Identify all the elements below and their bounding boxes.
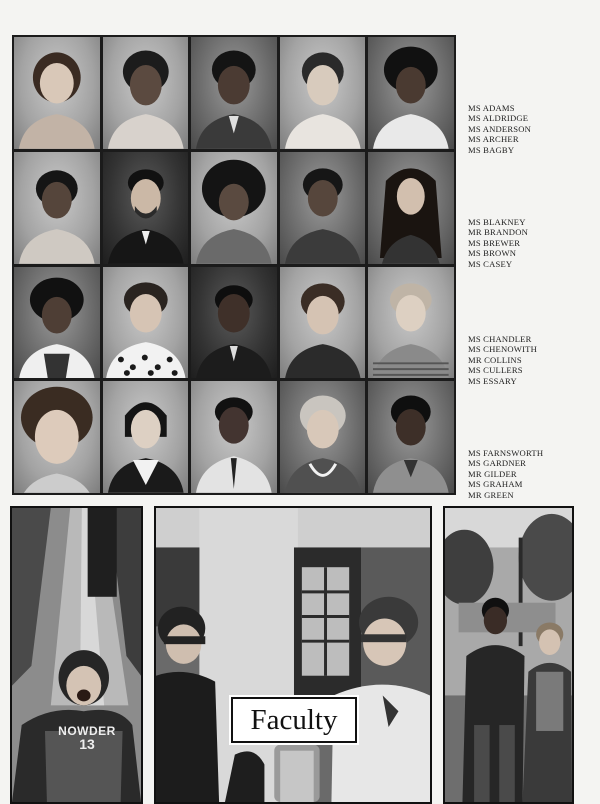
names-row-4 [468, 448, 598, 500]
name-label: MS BAGBY [468, 144, 515, 155]
name-label: MS GARDNER [468, 458, 527, 469]
portrait-ms-anderson [191, 37, 277, 149]
portrait-ms-graham [280, 381, 366, 493]
portrait-ms-gardner [103, 381, 189, 493]
portrait-ms-essary [368, 267, 454, 379]
candid-photo-teachers [154, 506, 432, 804]
name-label: MS CULLERS [468, 365, 523, 376]
name-label: MS BROWN [468, 248, 517, 259]
portrait-ms-bagby [368, 37, 454, 149]
portrait-mr-brandon [103, 152, 189, 264]
portrait-mr-green [368, 381, 454, 493]
name-label: MR GREEN [468, 489, 514, 500]
name-label: MS ADAMS [468, 103, 515, 113]
name-label: MS ALDRIDGE [468, 113, 529, 124]
portrait-ms-cullers [280, 267, 366, 379]
name-label: MR COLLINS [468, 354, 522, 365]
name-label: MS ARCHER [468, 134, 519, 145]
portrait-ms-farnsworth [14, 381, 100, 493]
names-row-3 [468, 334, 598, 386]
portrait-mr-gilder [191, 381, 277, 493]
name-label: MS BREWER [468, 237, 521, 248]
portrait-ms-archer [280, 37, 366, 149]
jersey-number: 13 [79, 736, 95, 752]
portrait-ms-blakney [14, 152, 100, 264]
portrait-ms-aldridge [103, 37, 189, 149]
portrait-ms-brewer [191, 152, 277, 264]
portrait-mr-collins [191, 267, 277, 379]
jersey-text: NOWDER [58, 724, 116, 738]
name-label: MS CASEY [468, 258, 513, 269]
name-label: MS ANDERSON [468, 123, 532, 134]
portrait-ms-brown [280, 152, 366, 264]
portrait-ms-chandler [14, 267, 100, 379]
name-label: MS CHENOWITH [468, 344, 537, 355]
name-label: MS FARNSWORTH [468, 448, 544, 458]
name-label: MS CHANDLER [468, 334, 532, 344]
name-label: MR BRANDON [468, 227, 529, 238]
candid-photo-slide [10, 506, 143, 804]
name-label: MR GILDER [468, 468, 517, 479]
portrait-grid [12, 35, 456, 495]
portrait-ms-casey [368, 152, 454, 264]
names-row-1 [468, 103, 598, 155]
portrait-ms-adams [14, 37, 100, 149]
name-label: MS ESSARY [468, 375, 517, 386]
name-label: MS GRAHAM [468, 479, 523, 490]
name-label: MS BLAKNEY [468, 217, 526, 227]
candid-photo-outdoors [443, 506, 574, 804]
names-row-2 [468, 217, 598, 269]
portrait-ms-chenowith [103, 267, 189, 379]
section-title-label: Faculty [231, 697, 357, 743]
